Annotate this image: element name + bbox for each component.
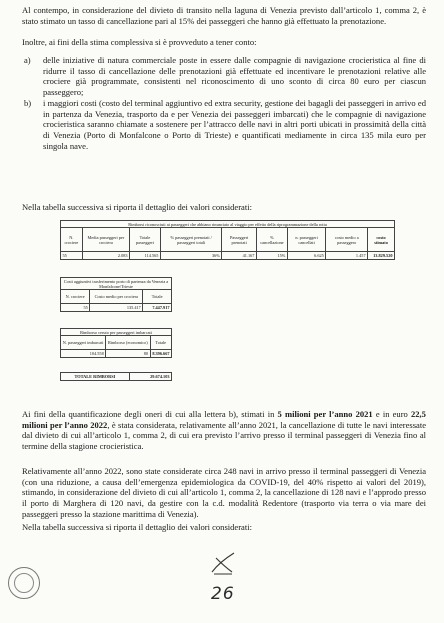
table-cell: 55	[61, 252, 83, 260]
signature-icon	[206, 550, 240, 576]
table-header: Costo medio per crociera	[90, 290, 143, 304]
table-cell: 55	[61, 304, 90, 312]
table-header: % cancellazione	[256, 228, 287, 252]
oneri-text-pre: Ai fini della quantificazione degli oneri di cui alla lettera b), stimati in	[22, 409, 278, 419]
page-number: 26	[211, 584, 235, 604]
table-cell: 41.167	[222, 252, 257, 260]
costi-aggiuntivi-table	[60, 277, 172, 312]
table-title: Costi aggiuntivi trasferimento porto di partenza da Venezia a Monfalcone/Trieste	[61, 278, 172, 290]
official-seal	[8, 567, 40, 599]
table-title: Rimborso ceruto per passeggeri imbarcati	[61, 329, 172, 336]
oneri-amount-2021: 5 milioni per l’anno 2021	[277, 409, 373, 419]
list-marker: b)	[24, 97, 32, 108]
table-row	[61, 252, 395, 260]
signature-mark	[206, 550, 240, 576]
oneri-amount-2022: 22,5 milioni per l’anno 2022	[22, 409, 426, 430]
table-cell: 7.447.917	[143, 304, 172, 312]
paragraph-table-intro: Nella tabella successiva si riporta il dettaglio dei valori considerati:	[22, 202, 252, 212]
table-row	[61, 350, 172, 358]
paragraph-oneri	[22, 409, 426, 452]
considerations-list	[22, 55, 426, 151]
table-cell: 36%	[160, 252, 221, 260]
table-header: N. crociere	[61, 290, 90, 304]
table-header: Totale passeggeri	[130, 228, 161, 252]
table-cell: 104.558	[61, 350, 106, 358]
table-header: n. passeggeri cancellati	[287, 228, 326, 252]
table-header: N. passeggeri imbarcati	[61, 336, 106, 350]
table-header: Rimborso (economico)	[106, 336, 150, 350]
table-cell: 6.625	[287, 252, 326, 260]
oneri-text-post: , è stata considerata, relativamente all’anno 2021, la cancellazione di tutte le navi interessate dal divieto di cui all’articolo 1, comma 2, di cui era previsto l’arrivo presso il terminal passeggeri di Venezia fino al termine della stagione crocieristica.	[22, 419, 427, 452]
table-row	[61, 373, 172, 381]
totale-rimborsi-table	[60, 372, 172, 381]
table-cell: 2.083	[82, 252, 129, 260]
table-header: Media passeggeri per crociera	[82, 228, 129, 252]
paragraph-inoltre: Inoltre, ai fini della stima complessiva si è provveduto a tener conto:	[22, 37, 257, 47]
total-label: TOTALE RIMBORSI	[61, 373, 130, 381]
table-cell: 135.417	[90, 304, 143, 312]
table-row	[61, 304, 172, 312]
list-item-text: delle iniziative di natura commerciale poste in essere dalle compagnie di navigazione crocieristica al fine di ridurre il tasso di cancellazione delle prenotazioni già effettuate ed incentivare le prenotazioni relative alle crociere già programmate, consistenti nel riconoscimento di uno sconto di circa 80 euro per ciascun passeggero;	[43, 55, 426, 98]
table-cell: 15%	[256, 252, 287, 260]
table-header: Totale	[143, 290, 172, 304]
table-header: % passeggeri prenotati / passeggeri totali	[160, 228, 221, 252]
table-cell: 13.829.520	[368, 252, 395, 260]
table-header: costo medio a passeggero	[326, 228, 368, 252]
list-item	[22, 98, 426, 152]
list-item	[22, 55, 426, 98]
table-header: Passeggeri prenotati	[222, 228, 257, 252]
paragraph-anno-2022: Relativamente all’anno 2022, sono state considerate circa 248 navi in arrivo presso il terminal passeggeri di Venezia (con una riduzione, a causa dell’emergenza epidemiologica da COVID-19, del 40% rispetto ai valori del 2019), stimando, in considerazione del divieto di cui all’articolo 1, comma 2, la cancellazione di 128 navi e l’approdo presso il porto di Marghera di 120 navi, da gestire con la c.d. modalità Redentore (trasporto via terra o via mare dei passeggeri presso la stazione marittima di Venezia).	[22, 466, 426, 519]
table-header: Totale	[150, 336, 171, 350]
table-cell: 80	[106, 350, 150, 358]
rimborso-imbarcati-table	[60, 328, 172, 358]
table-header: N. crociere	[61, 228, 83, 252]
table-cell: 114.565	[130, 252, 161, 260]
table-cell: 8.396.667	[150, 350, 171, 358]
table-cell: 1.457	[326, 252, 368, 260]
table-header: costo stimato	[368, 228, 395, 252]
list-item-text: i maggiori costi (costo del terminal aggiuntivo ed extra security, gestione dei bagagli dei passeggeri in arrivo ed in partenza da Venezia, trasporto da e per Venezia dei passeggeri imbarcati) che le compagnie di navigazione crocieristica saranno chiamate a sostenere per l’attracco delle navi in altri porti ubicati in prossimità della città di Venezia (Porto di Monfalcone o Porto di Trieste) e quantificati mediamente in circa 135 mila euro per singola nave.	[43, 97, 426, 151]
rimborsi-table	[60, 220, 395, 260]
list-marker: a)	[24, 55, 31, 65]
oneri-text-mid: e in euro	[372, 409, 411, 419]
total-value: 29.674.103	[129, 373, 171, 381]
paragraph-table-intro-2: Nella tabella successiva si riporta il dettaglio dei valori considerati:	[22, 522, 252, 532]
table-title: Rimborsi riconosciuti ai passeggeri che abbiano rinunciato al viaggio per effetto della riprogrammazione della rotta	[61, 221, 395, 228]
paragraph-intro: Al contempo, in considerazione del divieto di transito nella laguna di Venezia previsto dall’articolo 1, comma 2, è stato stimato un tasso di cancellazione pari al 15% dei passeggeri che hanno già effettuato la prenotazione.	[22, 5, 426, 26]
